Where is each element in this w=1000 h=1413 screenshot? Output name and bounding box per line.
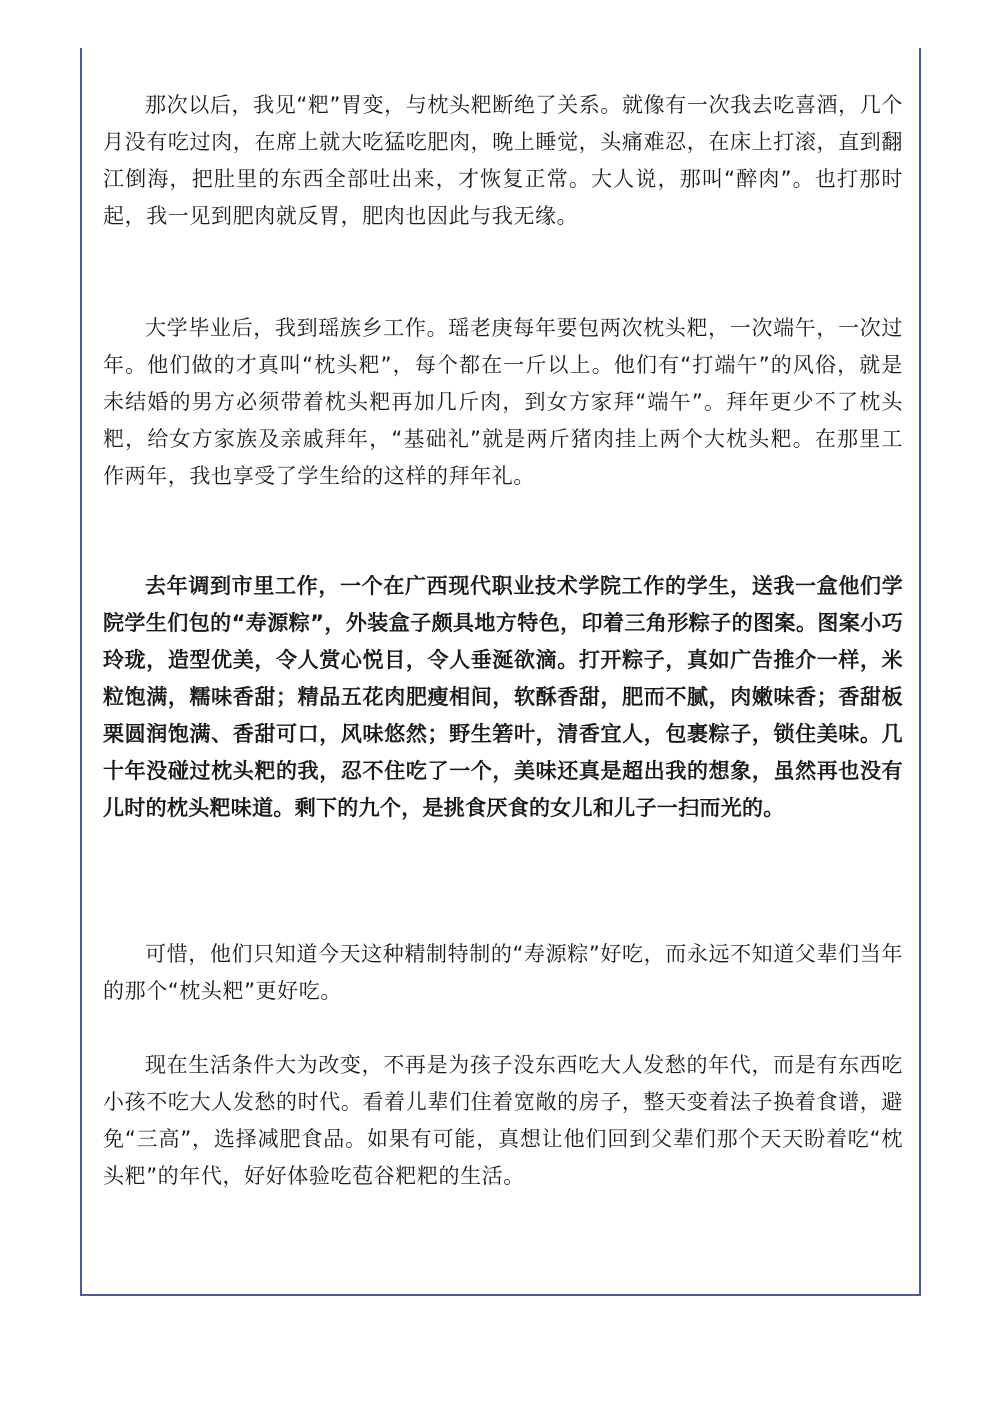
paragraph-shouyuan-zongzi-gift: 去年调到市里工作，一个在广西现代职业技术学院工作的学生，送我一盒他们学院学生们包的“寿源粽”，外装盒子颇具地方特色，印着三角形粽子的图案。图案小巧玲珑，造型优美，令人赏心悦目，令人垂涎欲滴。打开粽子，真如广告推介一样，米粒饱满，糯味香甜；精品五花肉肥瘦相间，软酥香甜，肥而不腻，肉嫩味香；香甜板栗圆润饱满、香甜可口，风味悠然；野生箬叶，清香宜人，包裹粽子，锁住美味。几十年没碰过枕头粑的我，忍不住吃了一个，美味还真是超出我的想象，虽然再也没有儿时的枕头粑味道。剩下的九个，是挑食厌食的女儿和儿子一扫而光的。 bbox=[103, 574, 903, 820]
paragraph-regret: 可惜，他们只知道今天这种精制特制的“寿源粽”好吃，而永远不知道父辈们当年的那个“枕头粑”更好吃。 bbox=[103, 942, 903, 1003]
paragraph-living-conditions: 现在生活条件大为改变，不再是为孩子没东西吃大人发愁的年代，而是有东西吃小孩不吃大人发愁的时代。看着儿辈们住着宽敞的房子，整天变着法子换着食谱，避免“三高”，选择减肥食品。如果有可能，真想让他们回到父辈们那个天天盼着吃“枕头粑”的年代，好好体验吃苞谷粑粑的生活。 bbox=[103, 1053, 903, 1188]
paragraph-yao-township-work: 大学毕业后，我到瑶族乡工作。瑶老庚每年要包两次枕头粑，一次端午，一次过年。他们做的才真叫“枕头粑”，每个都在一斤以上。他们有“打端午”的风俗，就是未结婚的男方必须带着枕头粑再加几斤肉，到女方家拜“端午”。拜年更少不了枕头粑，给女方家族及亲戚拜年，“基础礼”就是两斤猪肉挂上两个大枕头粑。在那里工作两年，我也享受了学生给的这样的拜年礼。 bbox=[103, 316, 903, 488]
paragraph-after-that-time: 那次以后，我见“粑”胃变，与枕头粑断绝了关系。就像有一次我去吃喜酒，几个月没有吃过肉，在席上就大吃猛吃肥肉，晚上睡觉，头痛难忍，在床上打滚，直到翻江倒海，把肚里的东西全部吐出来，才恢复正常。大人说，那叫“醉肉”。也打那时起，我一见到肥肉就反胃，肥肉也因此与我无缘。 bbox=[103, 93, 903, 228]
